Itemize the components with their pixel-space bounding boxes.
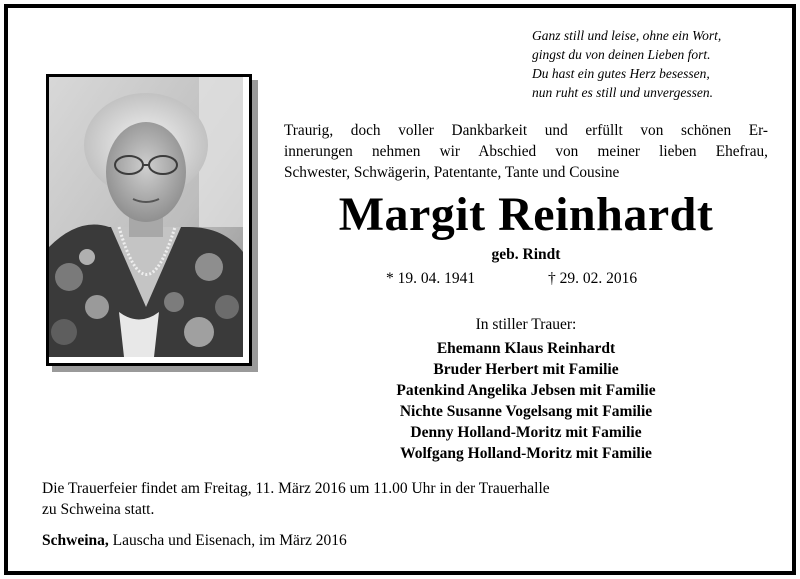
death-date: † 29. 02. 2016 bbox=[548, 270, 638, 287]
mourner: Bruder Herbert mit Familie bbox=[433, 361, 619, 378]
poem-line: nun ruht es still und unvergessen. bbox=[532, 85, 713, 100]
mourner: Wolfgang Holland-Moritz mit Familie bbox=[400, 445, 652, 462]
poem bbox=[532, 26, 772, 102]
ceremony-line: zu Schweina statt. bbox=[42, 501, 155, 518]
mourner: Denny Holland-Moritz mit Familie bbox=[410, 424, 642, 441]
portrait-photo-frame bbox=[46, 74, 252, 366]
signoff-place: Schweina, bbox=[42, 532, 109, 549]
birth-date: * 19. 04. 1941 bbox=[386, 270, 476, 287]
ceremony-line: Die Trauerfeier findet am Freitag, 11. März 2016 um 11.00 Uhr in der Trauerhalle bbox=[42, 480, 550, 497]
signoff-rest: Lauscha und Eisenach, im März 2016 bbox=[108, 532, 347, 549]
mourners-label: In stiller Trauer: bbox=[475, 316, 577, 333]
ceremony-info bbox=[42, 478, 762, 520]
intro-text bbox=[284, 120, 768, 183]
poem-line: Ganz still und leise, ohne ein Wort, bbox=[532, 28, 722, 43]
mourner: Patenkind Angelika Jebsen mit Familie bbox=[396, 382, 656, 399]
obituary-notice bbox=[4, 4, 796, 575]
signoff bbox=[42, 532, 347, 550]
mourner: Nichte Susanne Vogelsang mit Familie bbox=[399, 403, 653, 420]
poem-line: Du hast ein gutes Herz besessen, bbox=[532, 66, 710, 81]
maiden-name: geb. Rindt bbox=[491, 246, 561, 263]
poem-line: gingst du von deinen Lieben fort. bbox=[532, 47, 711, 62]
portrait-photo bbox=[49, 77, 243, 357]
mourner: Ehemann Klaus Reinhardt bbox=[436, 340, 616, 357]
deceased-name: Margit Reinhardt bbox=[338, 188, 714, 241]
mourners-list bbox=[284, 338, 768, 464]
intro-line: Traurig, doch voller Dankbarkeit und erfüllt von schönen Er- bbox=[284, 122, 768, 139]
intro-line: Schwester, Schwägerin, Patentante, Tante und Cousine bbox=[284, 164, 620, 181]
intro-line: innerungen nehmen wir Abschied von meiner lieben Ehefrau, bbox=[284, 143, 768, 160]
